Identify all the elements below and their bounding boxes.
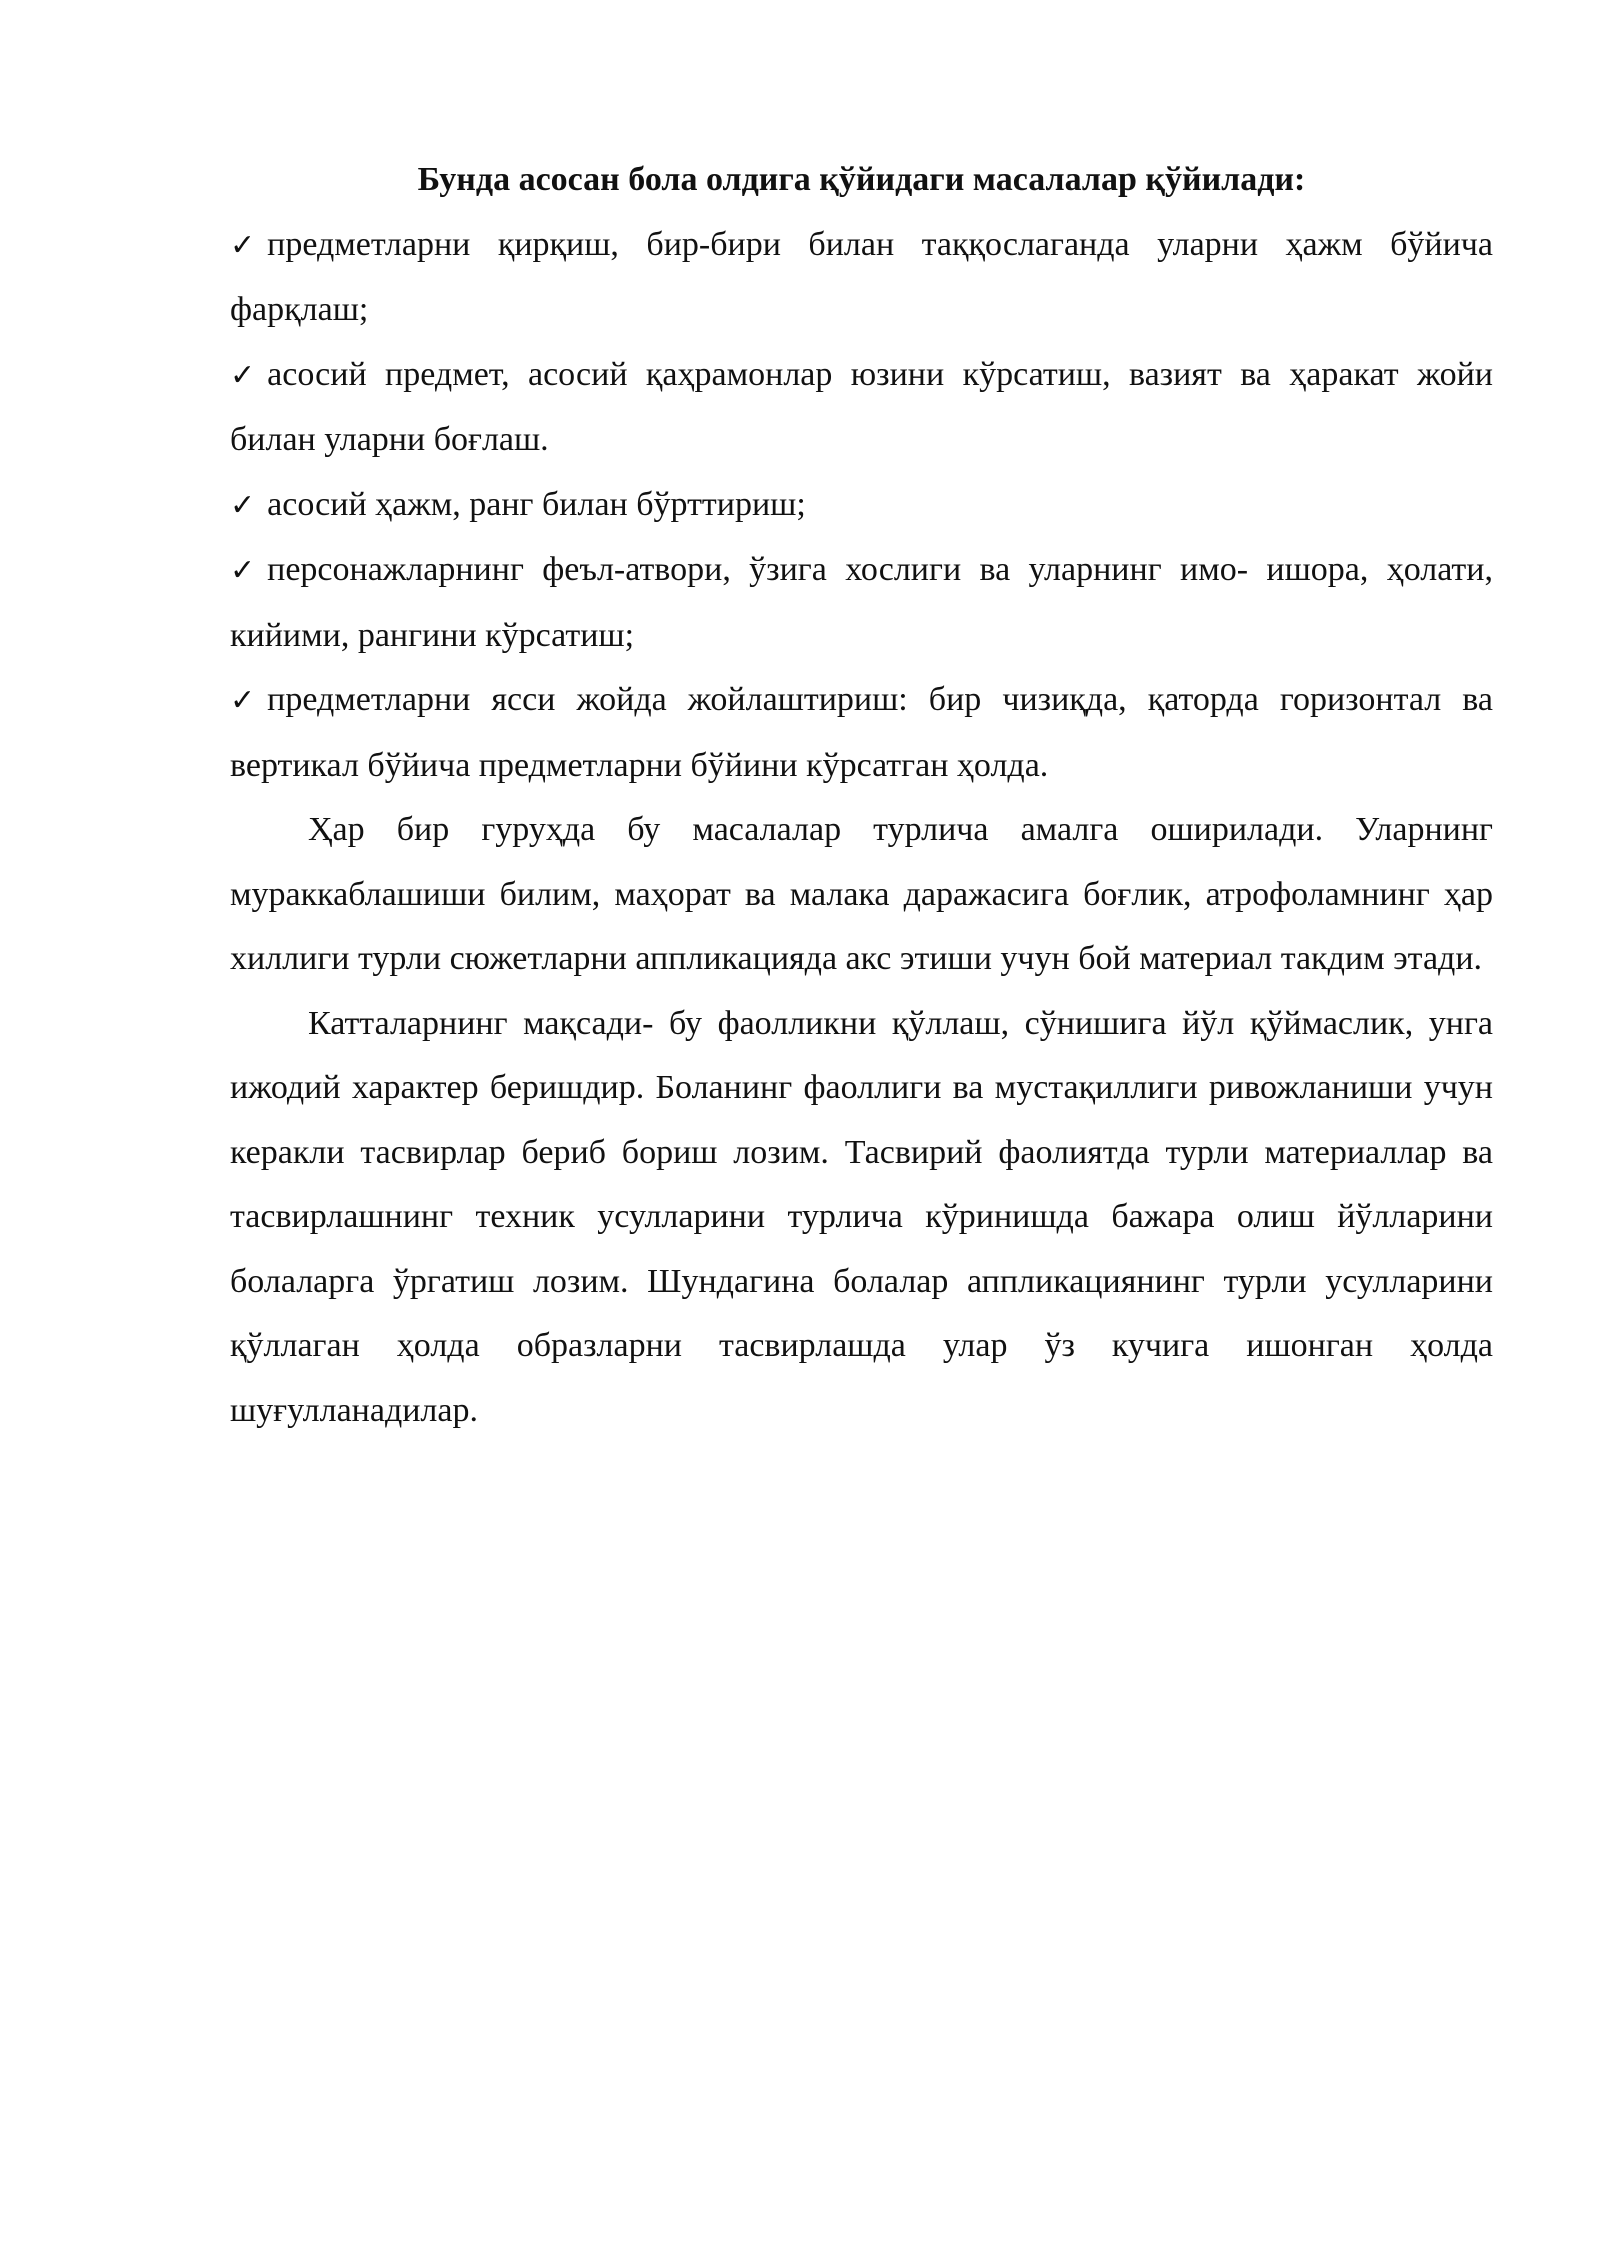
list-item: [230, 473, 1493, 539]
body-paragraph: Катталарнинг мақсади- бу фаолликни қўллаш, сўнишига йўл қўймаслик, унга ижодий характер беришдир. Боланинг фаоллиги ва мустақиллиги ривожланиши учун керакли тасвирлар бериб бориш лозим. Тасвирий фаолиятда турли материаллар ва тасвирлашнинг техник усулларини турлича кўринишда бажара олиш йўлларини болаларга ўргатиш лозим. Шундагина болалар аппликациянинг турли усулларини қўллаган ҳолда образларни тасвирлашда улар ўз кучига ишонган ҳолда шуғулланадилар.: [230, 1004, 1493, 1429]
list-item-text: персонажларнинг феъл-атвори, ўзига хослиги ва уларнинг имо- ишора, ҳолати, кийими, рангини кўрсатиш;: [230, 551, 1493, 654]
checkmark-icon: ✓: [230, 357, 256, 393]
list-item-text: асосий предмет, асосий қаҳрамонлар юзини кўрсатиш, вазият ва ҳаракат жойи билан уларни боғлаш.: [230, 355, 1493, 458]
body-paragraph: Ҳар бир гуруҳда бу масалалар турлича амалга оширилади. Уларнинг мураккаблашиши билим, маҳорат ва малака даражасига боғлик, атрофоламнинг ҳар хиллиги турли сюжетларни аппликацияда акс этиши учун бой материал такдим этади.: [230, 811, 1493, 977]
list-item-text: асосий ҳажм, ранг билан бўрттириш;: [267, 485, 806, 523]
checkmark-icon: ✓: [230, 553, 256, 588]
list-item: [230, 213, 1493, 343]
list-item-text: предметларни қирқиш, бир-бири билан таққослаганда уларни ҳажм бўйича фарқлаш;: [230, 225, 1493, 328]
checkmark-icon: ✓: [230, 487, 256, 523]
list-item: [230, 668, 1493, 798]
list-item-text: предметларни ясси жойда жойлаштириш: бир чизиқда, қаторда горизонтал ва вертикал бўйича предметларни бўйини кўрсатган ҳолда.: [230, 681, 1493, 784]
document-page: [230, 148, 1493, 1443]
list-item: [230, 343, 1493, 473]
checkmark-icon: ✓: [230, 683, 256, 718]
task-list: [230, 213, 1493, 799]
checkmark-icon: ✓: [230, 227, 256, 263]
section-heading: Бунда асосан бола олдига қўйидаги масалалар қўйилади:: [417, 161, 1306, 198]
list-item: [230, 538, 1493, 668]
